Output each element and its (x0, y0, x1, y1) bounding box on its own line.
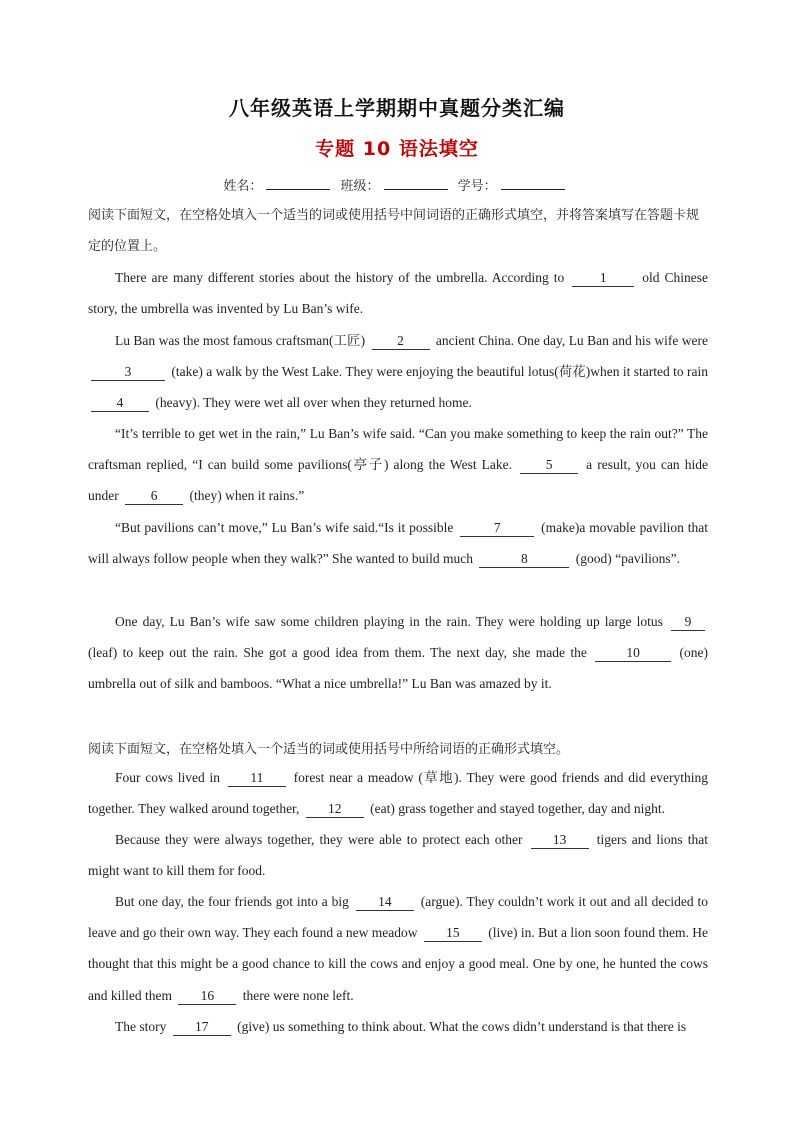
answer-blank-6[interactable]: 6 (125, 488, 183, 505)
answer-blank-9[interactable]: 9 (671, 614, 705, 631)
answer-blank-15[interactable]: 15 (424, 925, 482, 942)
class-label: 班级： (340, 179, 380, 194)
name-label: 姓名： (223, 179, 263, 194)
student-info-line (0, 175, 794, 194)
id-label: 学号： (457, 179, 497, 194)
section1-paragraph-2: Lu Ban was the most famous craftsman(工匠) 2 ancient China. One day, Lu Ban and his wife were 3 (take) a walk by the West Lake. They were enjoying the beautiful lotus(荷花)when it started to rain 4 (heavy). They were wet all over when they returned home. (88, 325, 708, 419)
section2-paragraph-2: Because they were always together, they were able to protect each other 13 tigers and lions that might want to kill them for food. (88, 832, 708, 879)
answer-blank-8[interactable]: 8 (479, 551, 569, 568)
document-title: 八年级英语上学期期中真题分类汇编 (229, 96, 565, 120)
answer-blank-14[interactable]: 14 (356, 894, 414, 911)
section2-paragraph-1: Four cows lived in 11 forest near a meadow (草地). They were good friends and did everything together. They walked around together, 12 (eat) grass together and stayed together, day and night. (88, 770, 708, 817)
section2-paragraph-4: The story 17 (give) us something to think about. What the cows didn’t understand is that there is (115, 1019, 687, 1034)
section2-paragraph-3: But one day, the four friends got into a big 14 (argue). They couldn’t work it out and all decided to leave and go their own way. They each found a new meadow 15 (live) in. But a lion soon found them. He thought that this might be a good chance to kill the cows and enjoy a good meal. One by one, he hunted the cows and killed them 16 there were none left. (88, 894, 708, 1003)
answer-blank-5[interactable]: 5 (520, 457, 578, 474)
section1-paragraph-4: “But pavilions can’t move,” Lu Ban’s wife said.“Is it possible 7 (make)a movable pavilion that will always follow people when they walk?” She wanted to build much 8 (good) “pavilions”. (88, 520, 708, 567)
id-field[interactable] (501, 177, 565, 190)
section1-instruction: 阅读下面短文，在空格处填入一个适当的词或使用括号中间词语的正确形式填空，并将答案填写在答题卡规定的位置上。 (88, 208, 700, 254)
answer-blank-7[interactable]: 7 (460, 520, 534, 537)
section1-paragraph-3: “It’s terrible to get wet in the rain,” Lu Ban’s wife said. “Can you make something to keep the rain out?” The craftsman replied, “I can build some pavilions(亭子) along the West Lake. 5 a result, you can hide under 6 (they) when it rains.” (88, 426, 708, 504)
section1-paragraph-5: One day, Lu Ban’s wife saw some children playing in the rain. They were holding up large lotus 9 (leaf) to keep out the rain. She got a good idea from them. The next day, she made the 10 (one) umbrella out of silk and bamboos. “What a nice umbrella!” Lu Ban was amazed by it. (88, 614, 709, 692)
class-field[interactable] (384, 177, 448, 190)
answer-blank-17[interactable]: 17 (173, 1019, 231, 1036)
name-field[interactable] (266, 177, 330, 190)
answer-blank-12[interactable]: 12 (306, 801, 364, 818)
section2-instruction: 阅读下面短文，在空格处填入一个适当的词或使用括号中所给词语的正确形式填空。 (88, 742, 570, 757)
answer-blank-3[interactable]: 3 (91, 364, 165, 381)
section1-paragraph-1: There are many different stories about the history of the umbrella. According to 1 old Chinese story, the umbrella was invented by Lu Ban’s wife. (88, 270, 708, 317)
answer-blank-2[interactable]: 2 (372, 333, 430, 350)
answer-blank-1[interactable]: 1 (572, 270, 634, 287)
answer-blank-13[interactable]: 13 (531, 832, 589, 849)
answer-blank-4[interactable]: 4 (91, 395, 149, 412)
answer-blank-11[interactable]: 11 (228, 770, 286, 787)
answer-blank-10[interactable]: 10 (595, 645, 671, 662)
document-subtitle: 专题 10 语法填空 (315, 138, 479, 160)
answer-blank-16[interactable]: 16 (178, 988, 236, 1005)
